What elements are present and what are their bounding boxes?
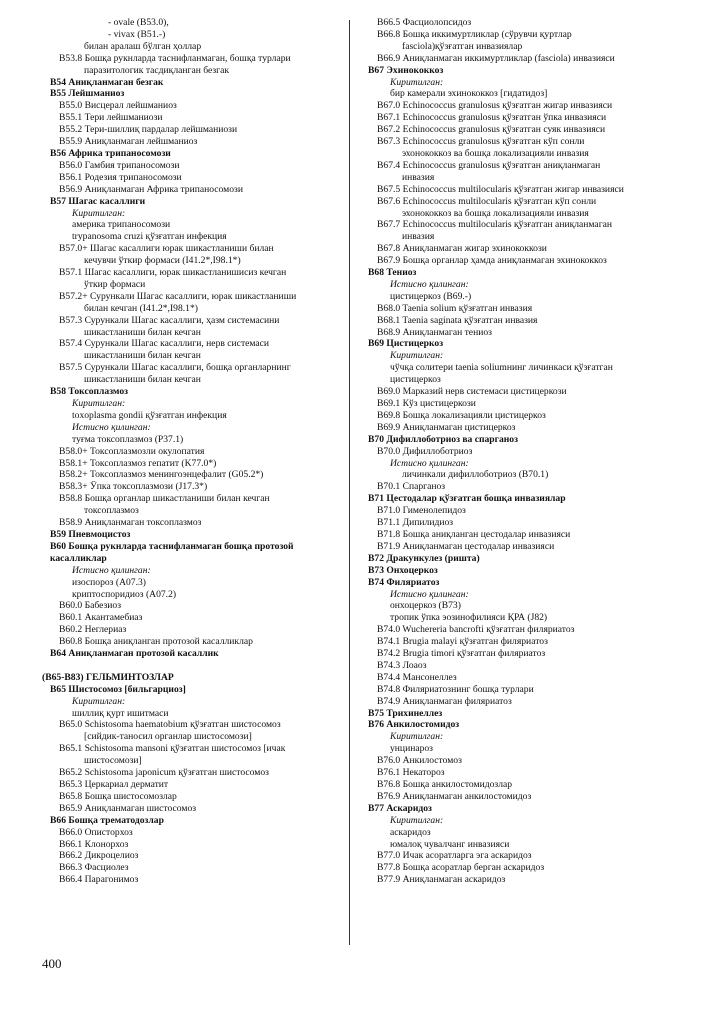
code-entry: B55.9 Аниқланмаган лейшманиоз bbox=[59, 136, 198, 148]
code-entry: B57.3 Сурункали Шагас касаллиги, ҳазм системасини bbox=[59, 314, 280, 326]
entry-continuation: fasciola)қўзғатган инвазиялар bbox=[402, 40, 523, 52]
code-entry: B74.2 Brugia timori қўзғатган филяриатоз bbox=[377, 648, 546, 660]
note-label: Киритилган: bbox=[72, 398, 126, 409]
code-entry: B65.0 Schistosoma haematobium қўзғатган шистосомоз bbox=[59, 719, 281, 731]
code-entry: B56.9 Аниқланмаган Африка трипаносомози bbox=[59, 183, 243, 195]
note-text: юмалоқ чувалчанг инвазияси bbox=[390, 838, 510, 850]
category-heading: B70 Дифиллоботриоз ва спарганоз bbox=[368, 433, 518, 445]
code-entry: B68.0 Taenia solium қўзғатган инвазия bbox=[377, 302, 533, 314]
entry-continuation: эхонококкоз ва бошқа локализацияли инвазия bbox=[402, 207, 589, 219]
entry-continuation: личинкали дифиллоботриоз (B70.1) bbox=[402, 469, 549, 481]
code-entry: B67.4 Echinococcus granulosus қўзғатган аниқланмаган bbox=[377, 159, 601, 171]
code-entry: B71.1 Дипилидиоз bbox=[377, 517, 454, 529]
code-entry: B74.4 Мансонеллез bbox=[377, 671, 457, 683]
code-entry: B58.8 Бошқа органлар шикастланиши билан кечган bbox=[59, 493, 270, 505]
page-number: 400 bbox=[42, 956, 62, 971]
entry-continuation: эхонококкоз ва бошқа локализацияли инвазия bbox=[402, 147, 589, 159]
code-entry: B77.8 Бошқа асоратлар берган аскаридоз bbox=[377, 862, 545, 874]
left-column bbox=[42, 17, 340, 886]
note-text: цистицеркоз (B69.-) bbox=[390, 290, 472, 302]
code-entry: B67.2 Echinococcus granulosus қўзғатган суяк инвазияси bbox=[377, 124, 606, 136]
code-entry: B65.3 Церкариал дерматит bbox=[59, 778, 169, 790]
note-text: аскаридоз bbox=[390, 826, 431, 838]
code-entry: B74.8 Филяриатознинг бошқа турлари bbox=[377, 683, 534, 695]
note-label: Киритилган: bbox=[390, 731, 444, 743]
code-entry: B67.8 Аниқланмаган жигар эхинококкози bbox=[377, 243, 547, 255]
code-entry: B67.1 Echinococcus granulosus қўзғатган ўпка инвазияси bbox=[377, 112, 607, 124]
code-entry: B69.9 Аниқланмаган цистицеркоз bbox=[377, 421, 516, 433]
code-entry: B76.9 Аниқланмаган анкилостомидоз bbox=[377, 790, 532, 802]
spacer bbox=[42, 660, 340, 672]
category-heading: B76 Анкилостомидоз bbox=[368, 719, 460, 731]
code-entry: B58.1+ Токсоплазмоз гепатит (K77.0*) bbox=[59, 457, 217, 469]
code-entry: B58.2+ Токсоплазмоз менингоэнцефалит (G05.2*) bbox=[59, 469, 264, 481]
code-entry: B55.1 Тери лейшманиози bbox=[59, 112, 163, 124]
code-entry: B57.2+ Сурункали Шагас касаллиги, юрак шикастланиши bbox=[59, 290, 297, 302]
entry-continuation: инвазия bbox=[402, 171, 435, 183]
code-entry: B55.2 Тери-шиллиқ пардалар лейшманиози bbox=[59, 124, 238, 136]
note-label: Киритилган: bbox=[390, 814, 444, 826]
code-entry: B57.1 Шагас касаллиги, юрак шикастланишисиз кечган bbox=[59, 267, 287, 279]
code-entry: B70.0 Дифиллоботриоз bbox=[377, 445, 473, 457]
code-entry: B66.8 Бошқа иккимуртликлар (сўрувчи қуртлар bbox=[377, 28, 572, 40]
right-column bbox=[360, 17, 682, 886]
note-label: Истисно қилинган: bbox=[390, 457, 469, 469]
code-entry: B67.7 Echinococcus multilocularis қўзғатган аниқланмаган bbox=[377, 219, 613, 231]
entry-continuation: шикастланиши билан кечган bbox=[84, 350, 201, 362]
note-label: Истисно қилинган: bbox=[72, 421, 151, 433]
code-entry: B66.2 Дикроцелиоз bbox=[59, 850, 139, 862]
code-entry: B53.8 Бошқа рукнларда таснифланмаган, бошқа турлари bbox=[59, 52, 291, 64]
entry-continuation: шикастланиши билан кечган bbox=[84, 326, 201, 338]
code-entry: B60.1 Акантамебиаз bbox=[59, 612, 143, 624]
category-heading: B74 Филяриатоз bbox=[368, 576, 440, 588]
column-divider bbox=[349, 20, 350, 945]
code-entry: B67.3 Echinococcus granulosus қўзғатган кўп сонли bbox=[377, 136, 585, 148]
note-label: Истисно қилинган: bbox=[390, 588, 469, 600]
code-entry: B74.1 Brugia malayi қўзғатган филяриатоз bbox=[377, 636, 548, 648]
note-text: унцинароз bbox=[390, 743, 433, 755]
category-heading: B69 Цистицеркоз bbox=[368, 338, 444, 350]
code-entry: B77.0 Ичак асоратларга эга аскаридоз bbox=[377, 850, 532, 862]
code-entry: B60.0 Бабезиоз bbox=[59, 600, 121, 612]
code-entry: B66.5 Фасциолопсидоз bbox=[377, 17, 472, 28]
code-entry: B66.9 Аниқланмаган иккимуртликлар (fasciola) инвазияси bbox=[377, 52, 615, 64]
code-entry: B58.3+ Ўпка токсоплазмози (J17.3*) bbox=[59, 481, 208, 493]
note-text: шиллиқ қурт ишитмаси bbox=[72, 707, 169, 719]
code-entry: B71.0 Гименолепидоз bbox=[377, 505, 466, 517]
entry-continuation: шикастланиши билан кечган bbox=[84, 374, 201, 386]
category-heading: B66 Бошқа трематодозлар bbox=[50, 814, 164, 826]
code-entry: B65.9 Аниқланмаган шистосомоз bbox=[59, 802, 197, 814]
code-entry: B74.0 Wuchereria bancrofti қўзғатган филяриатоз bbox=[377, 624, 575, 636]
category-heading: B55 Лейшманиоз bbox=[50, 88, 125, 100]
code-entry: B65.2 Schistosoma japonicum қўзғатган шистосомоз bbox=[59, 767, 269, 779]
code-entry: B71.8 Бошқа аниқланган цестодалар инвазияси bbox=[377, 528, 571, 540]
note-label: Истисно қилинган: bbox=[72, 564, 151, 576]
category-heading: B72 Дракункулез (ришта) bbox=[368, 552, 480, 564]
note-text: изоспороз (A07.3) bbox=[72, 576, 146, 588]
code-entry: B70.1 Спарганоз bbox=[377, 481, 446, 493]
code-entry: B66.1 Клонорхоз bbox=[59, 838, 129, 850]
code-entry: B71.9 Аниқланмаган цестодалар инвазияси bbox=[377, 540, 555, 552]
note-text: цистицеркоз bbox=[390, 374, 441, 386]
code-entry: B67.6 Echinococcus multilocularis қўзғатган кўп сонли bbox=[377, 195, 597, 207]
note-text: америка трипаносомози bbox=[72, 219, 171, 231]
note-label: Киритилган: bbox=[72, 695, 126, 707]
code-entry: B67.9 Бошқа органлар ҳамда аниқланмаган эхинококкоз bbox=[377, 255, 607, 267]
note-label: Киритилган: bbox=[72, 207, 126, 219]
entry-continuation: билан аралаш бўлган ҳоллар bbox=[84, 40, 202, 52]
entry-continuation: инвазия bbox=[402, 231, 435, 243]
category-heading: B73 Онхоцеркоз bbox=[368, 564, 438, 576]
code-entry: B58.0+ Токсоплазмозли окулопатия bbox=[59, 445, 205, 457]
code-entry: B57.0+ Шагас касаллиги юрак шикастланиши билан bbox=[59, 243, 274, 255]
note-text: чўчқа солитери taenia soliumнинг личинкаси қўзғатган bbox=[390, 362, 613, 374]
category-heading: B65 Шистосомоз [бильгарциоз] bbox=[50, 683, 186, 695]
code-entry: B57.4 Сурункали Шагас касаллиги, нерв системаси bbox=[59, 338, 270, 350]
note-text: онхоцеркоз (B73) bbox=[390, 600, 461, 612]
code-entry: B60.2 Неглериаз bbox=[59, 624, 127, 636]
code-entry: B65.1 Schistosoma mansoni қўзғатган шистосомоз [ичак bbox=[59, 743, 286, 755]
code-entry: B67.5 Echinococcus multilocularis қўзғатган жигар инвазияси bbox=[377, 183, 624, 195]
category-heading: касалликлар bbox=[50, 552, 107, 564]
code-entry: B76.0 Анкилостомоз bbox=[377, 755, 462, 767]
entry-continuation: паразитологик тасдиқланган безгак bbox=[84, 64, 230, 76]
note-text: криптоспоридиоз (A07.2) bbox=[72, 588, 177, 600]
code-entry: B74.9 Аниқланмаган филяриатоз bbox=[377, 695, 512, 707]
code-entry: B68.1 Taenia saginata қўзғатган инвазия bbox=[377, 314, 538, 326]
note-text: туғма токсоплазмоз (P37.1) bbox=[72, 433, 184, 445]
code-entry: B65.8 Бошқа шистосомозлар bbox=[59, 790, 177, 802]
code-entry: B69.1 Кўз цистицеркози bbox=[377, 398, 476, 409]
entry-continuation: - ovale (B53.0), bbox=[108, 17, 169, 28]
code-entry: B74.3 Лоаоз bbox=[377, 659, 427, 671]
code-entry: B55.0 Висцерал лейшманиоз bbox=[59, 100, 177, 112]
code-entry: B66.0 Описторхоз bbox=[59, 826, 133, 838]
entry-continuation: кечувчи ўткир формаси (I41.2*,I98.1*) bbox=[84, 255, 241, 267]
code-entry: B57.5 Сурункали Шагас касаллиги, бошқа органларнинг bbox=[59, 362, 291, 374]
category-heading: B75 Трихинеллез bbox=[368, 707, 443, 719]
note-text: trypanosoma cruzi қўзғатган инфекция bbox=[72, 231, 227, 243]
entry-continuation: билан кечган (I41.2*,I98.1*) bbox=[84, 302, 198, 314]
code-entry: B69.8 Бошқа локализацияли цистицеркоз bbox=[377, 409, 546, 421]
category-heading: B54 Аниқланмаган безгак bbox=[50, 76, 164, 88]
code-entry: B56.1 Родезия трипаносомози bbox=[59, 171, 182, 183]
note-text: тропик ўпка эозинофилияси ҚРА (J82) bbox=[390, 612, 548, 624]
note-text: toxoplasma gondii қўзғатган инфекция bbox=[72, 409, 227, 421]
entry-continuation: шистосомози] bbox=[84, 755, 142, 767]
note-label: Истисно қилинган: bbox=[390, 278, 469, 290]
note-label: Киритилган: bbox=[390, 76, 444, 88]
code-entry: B76.8 Бошқа анкилостомидозлар bbox=[377, 779, 513, 790]
category-heading: B59 Пневмоцистоз bbox=[50, 528, 131, 540]
note-text: бир камерали эхинококкоз [гидатидоз] bbox=[390, 88, 548, 100]
code-entry: B76.1 Некатороз bbox=[377, 767, 445, 779]
code-entry: B77.9 Аниқланмаган аскаридоз bbox=[377, 874, 506, 886]
category-heading: B60 Бошқа рукнларда таснифланмаган бошқа протозой bbox=[50, 540, 294, 552]
code-entry: B67.0 Echinococcus granulosus қўзғатган жигар инвазияси bbox=[377, 100, 613, 112]
entry-continuation: [сийдик-таносил органлар шистосомози] bbox=[84, 731, 252, 743]
section-heading: (B65-B83) ГЕЛЬМИНТОЗЛАР bbox=[42, 671, 174, 683]
category-heading: B67 Эхинококкоз bbox=[368, 64, 444, 76]
code-entry: B69.0 Марказий нерв системаси цистицеркози bbox=[377, 386, 567, 398]
code-entry: B66.4 Парагонимоз bbox=[59, 874, 139, 886]
entry-continuation: - vivax (B51.-) bbox=[108, 28, 166, 40]
category-heading: B58 Токсоплазмоз bbox=[50, 386, 128, 398]
code-entry: B66.3 Фасциолез bbox=[59, 862, 129, 874]
category-heading: B68 Тениоз bbox=[368, 267, 417, 279]
code-entry: B68.9 Аниқланмаган тениоз bbox=[377, 326, 492, 338]
note-label: Киритилган: bbox=[390, 350, 444, 362]
entry-continuation: ўткир формаси bbox=[84, 278, 146, 290]
category-heading: B56 Африка трипаносомози bbox=[50, 147, 171, 159]
code-entry: B56.0 Гамбия трипаносомози bbox=[59, 159, 180, 171]
category-heading: B71 Цестодалар қўзғатган бошқа инвазиялар bbox=[368, 493, 566, 505]
code-entry: B58.9 Аниқланмаган токсоплазмоз bbox=[59, 517, 202, 529]
entry-continuation: токсоплазмоз bbox=[84, 505, 139, 517]
category-heading: B77 Аскаридоз bbox=[368, 802, 432, 814]
category-heading: B57 Шагас касаллиги bbox=[50, 195, 146, 207]
code-entry: B60.8 Бошқа аниқланган протозой касалликлар bbox=[59, 636, 253, 648]
category-heading: B64 Аниқланмаган протозой касаллик bbox=[50, 648, 219, 660]
